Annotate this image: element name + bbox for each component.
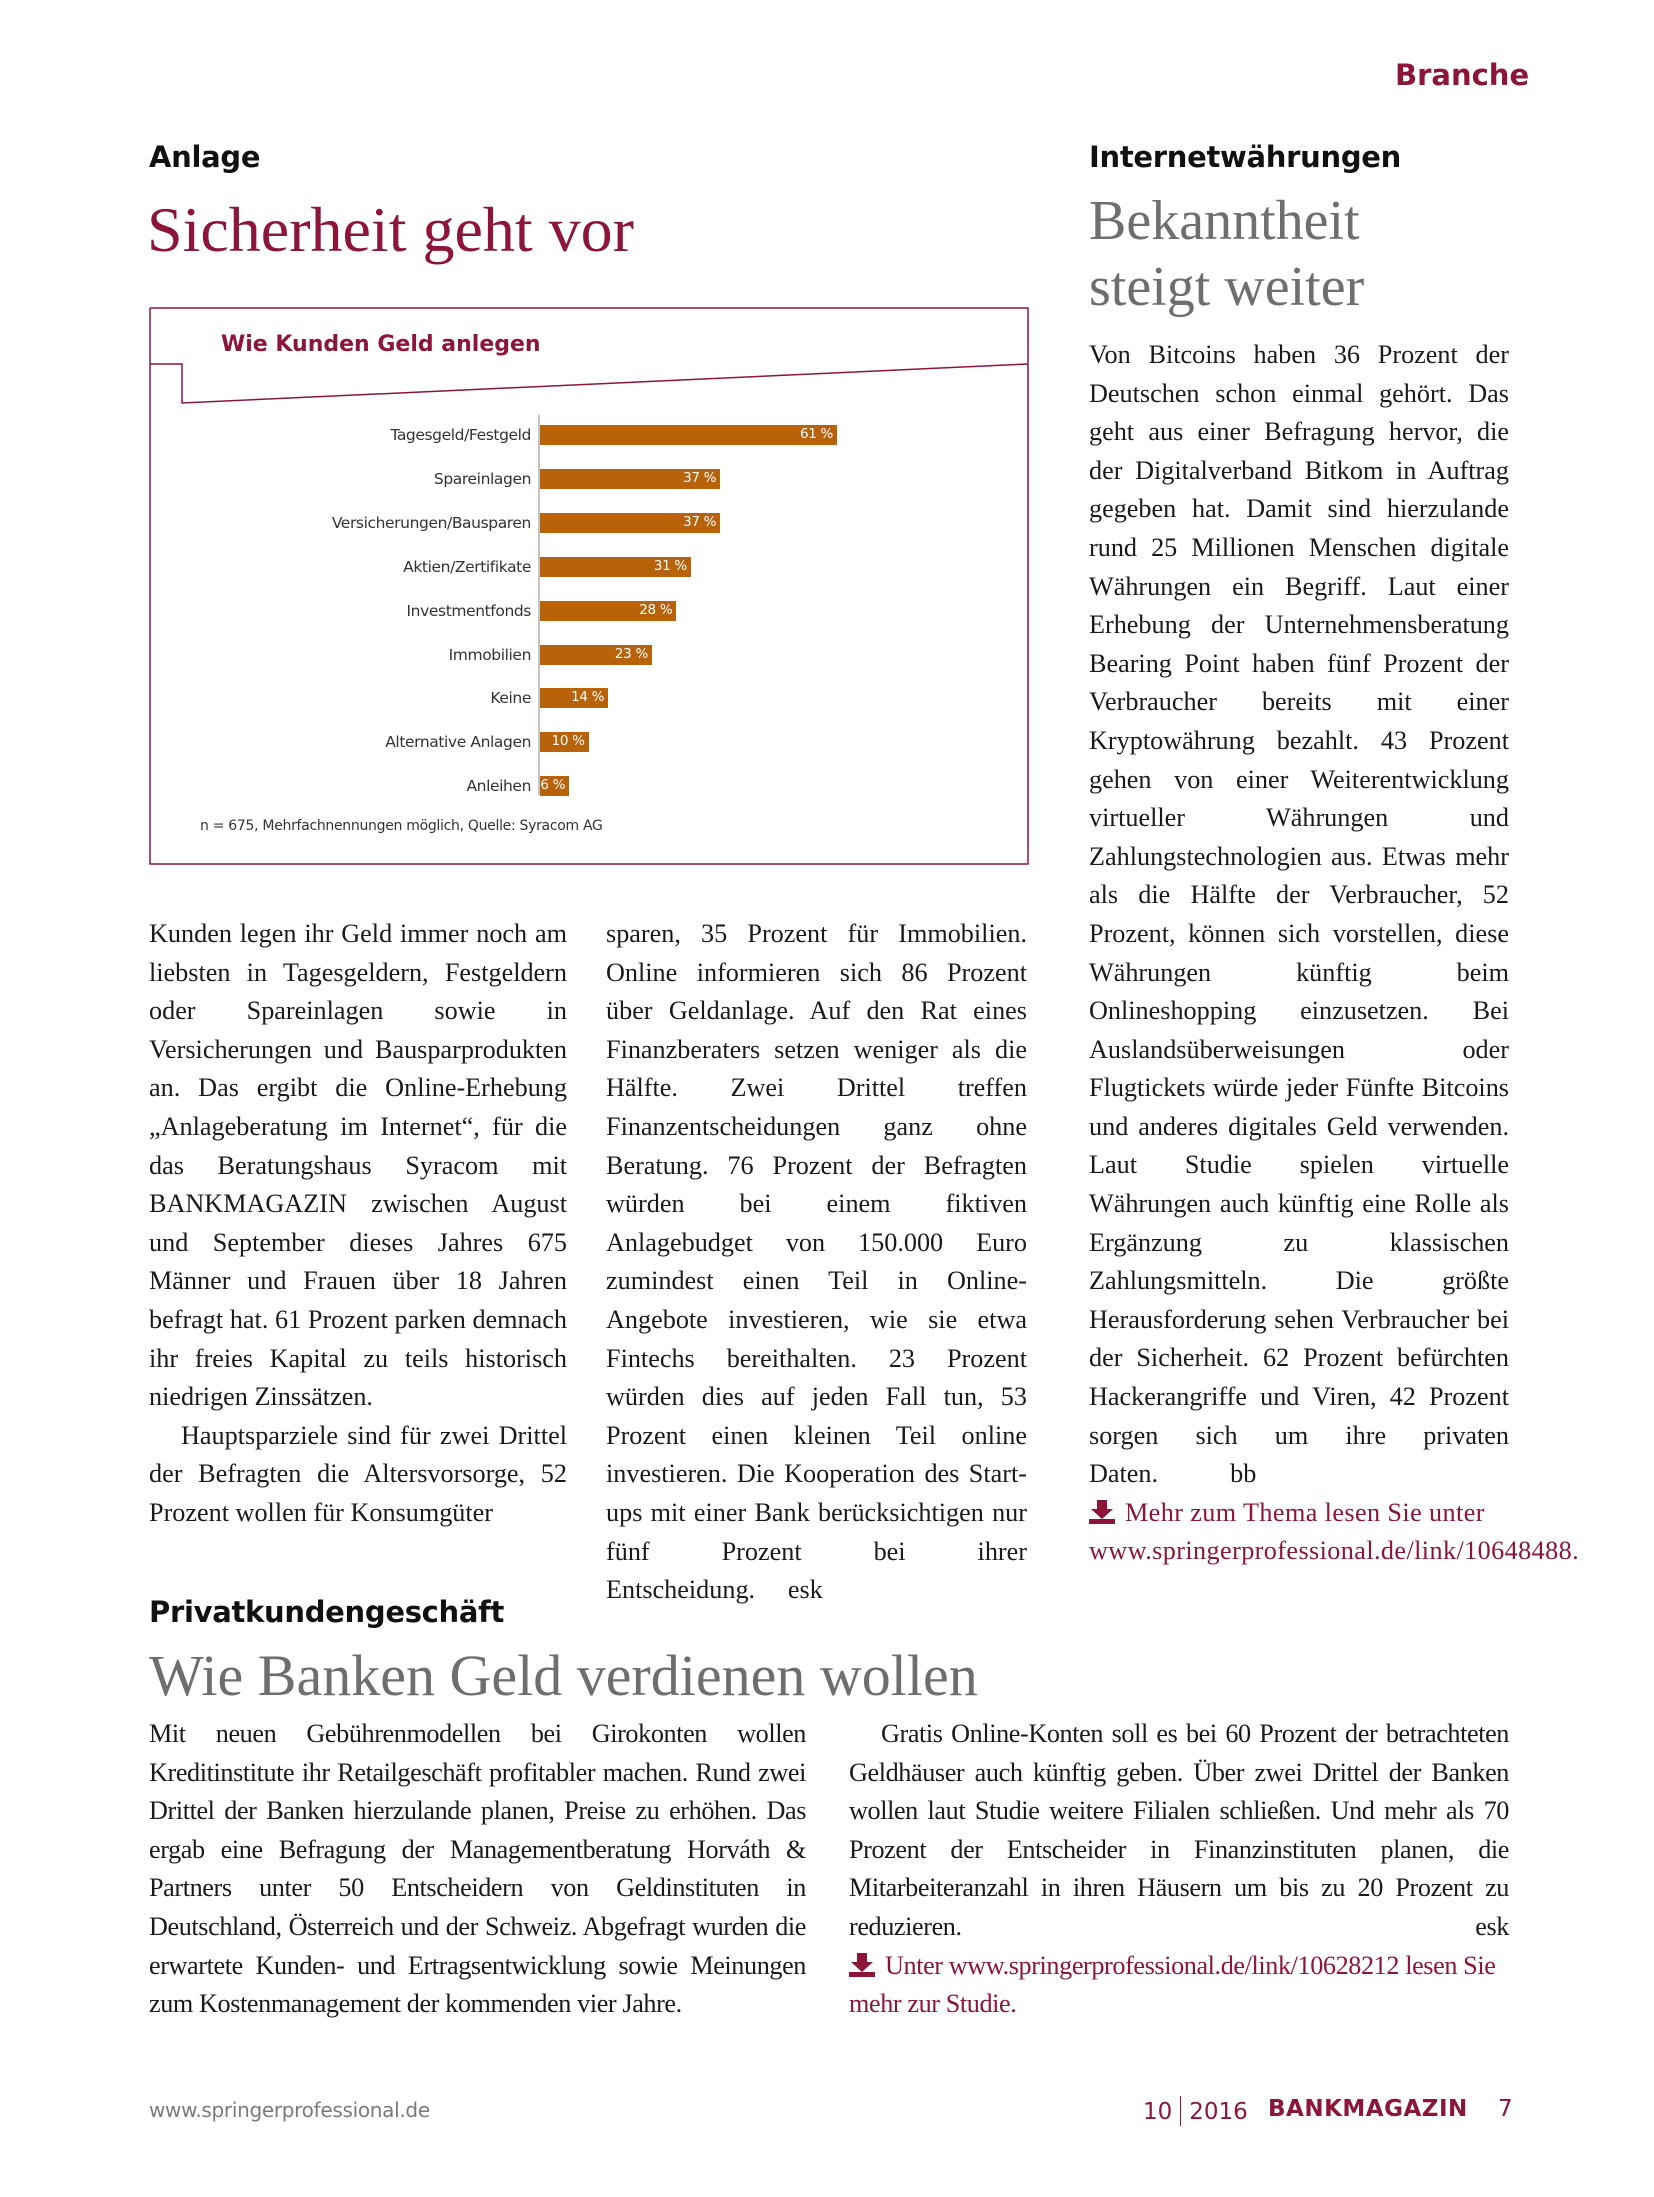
chart-value-label: 61 % xyxy=(799,426,834,442)
chart-value-label: 37 % xyxy=(683,469,717,486)
chart-category-label: Tagesgeld/Festgeld xyxy=(390,426,531,444)
chart-category-label: Spareinlagen xyxy=(433,469,531,488)
article-internet-body xyxy=(1089,336,1580,1571)
article-anlage-col1 xyxy=(149,915,567,1533)
footer-issue: 10 2016 xyxy=(1143,2096,1248,2126)
chart-category-label: Immobilien xyxy=(448,645,531,664)
footer-magazine: BANKMAGAZIN xyxy=(1268,2096,1468,2122)
study-link[interactable]: Unter www.springerprofessional.de/link/10628212 lesen Sie mehr zur Studie. xyxy=(849,1950,1496,2019)
article-kicker-internet: Internetwährungen xyxy=(1089,140,1402,174)
chart-category-label: Investmentfonds xyxy=(406,601,531,620)
paragraph: Von Bitcoins haben 36 Prozent der Deutschen schon einmal gehört. Das geht aus einer Befragung hervor, die der Digitalverband Bitkom in Auftrag gegeben hat. Damit sind hierzulande rund 25 Millionen Menschen digitale Währungen ein Begriff. Laut einer Erhebung der Unternehmensberatung Bearing Point haben fünf Prozent der Verbraucher bereits mit einer Kryptowährung bezahlt. 43 Prozent gehen von einer Weiterentwicklung virtueller Währungen und Zahlungstechnologien aus. Etwas mehr als die Hälfte der Verbraucher, 52 Prozent, können sich vorstellen, diese Währungen künftig beim Onlineshopping einzusetzen. Bei Auslandsüberweisungen oder Flugtickets würde jeder Fünfte Bitcoins und anderes digitales Geld verwenden. Laut Studie spielen virtuelle Währungen auch künftig eine Rolle als Ergänzung zu klassischen Zahlungsmitteln. Die größte Herausforderung sehen Verbraucher bei der Sicherheit. 62 Prozent befürchten Hackerangriffe und Viren, 42 Prozent sorgen sich um ihre privaten Daten. bb xyxy=(1089,340,1509,1489)
chart-category-label: Anleihen xyxy=(466,777,531,796)
chart-category-label: Alternative Anlagen xyxy=(385,733,531,752)
author-initials: esk xyxy=(1475,1911,1509,1941)
article-privat-col1 xyxy=(149,1715,806,2024)
chart-value-label: 37 % xyxy=(683,513,717,530)
chart-category-label: Versicherungen/Bausparen xyxy=(331,513,531,532)
chart-category-label: Keine xyxy=(490,689,531,708)
more-info-link[interactable]: Mehr zum Thema lesen Sie unter www.springerprofessional.de/link/10648488. xyxy=(1089,1497,1580,1566)
author-initials: esk xyxy=(787,1575,823,1605)
chart-category-label: Aktien/Zertifikate xyxy=(403,557,531,576)
chart-value-label: 10 % xyxy=(551,733,585,750)
download-arrow-icon xyxy=(849,1953,875,1977)
chart-note: n = 675, Mehrfachnennungen möglich, Quelle: Syracom AG xyxy=(200,818,603,834)
footer-divider xyxy=(1180,2096,1181,2126)
chart-value-label: 14 % xyxy=(571,689,605,706)
paragraph: Hauptsparziele sind für zwei Drittel der Befragten die Altersvorsorge, 52 Prozent wollen für Konsumgüter xyxy=(149,1420,567,1527)
chart-value-label: 6 % xyxy=(540,777,566,794)
article-privat-col2 xyxy=(849,1715,1509,2024)
footer-page-number: 7 xyxy=(1498,2096,1513,2122)
article-headline-privat: Wie Banken Geld verdienen wollen xyxy=(149,1643,978,1708)
article-headline-anlage: Sicherheit geht vor xyxy=(147,194,634,265)
paragraph: Kunden legen ihr Geld immer noch am liebsten in Tagesgeldern, Festgeldern oder Spareinlagen sowie in Versicherungen und Bausparprodukten an. Das ergibt die Online-Erhebung „Anlageberatung im Internet“, für die das Beratungshaus Syracom mit BANKMAGAZIN zwischen August und September dieses Jahres 675 Männer und Frauen über 18 Jahren befragt hat. 61 Prozent parken demnach ihr freies Kapital zu teils historisch niedrigen Zinssätzen. xyxy=(149,919,567,1412)
paragraph: Mit neuen Gebührenmodellen bei Girokonten wollen Kreditinstitute ihr Retailgeschäft profitabler machen. Rund zwei Drittel der Banken hierzulande planen, Preise zu erhöhen. Das ergab eine Befragung der Managementberatung Horváth & Partners unter 50 Entscheidern von Geldinstituten in Deutschland, Österreich und der Schweiz. Abgefragt wurden die erwartete Kunden- und Ertragsentwicklung sowie Meinungen zum Kostenmanagement der kommenden vier Jahre. xyxy=(149,1719,806,2019)
footer-url[interactable]: www.springerprofessional.de xyxy=(149,2098,430,2122)
author-initials: bb xyxy=(1230,1459,1257,1489)
chart-value-label: 23 % xyxy=(614,645,648,662)
chart-value-label: 31 % xyxy=(653,557,687,574)
chart-value-label: 28 % xyxy=(639,601,673,618)
paragraph: Gratis Online-Konten soll es bei 60 Prozent der betrachteten Geldhäuser auch künftig geben. Über zwei Drittel der Banken wollen laut Studie weitere Filialen schließen. Und mehr als 70 Prozent der Entscheider in Finanzinstituten planen, die Mitarbeiteranzahl in ihren Häusern um bis zu 20 Prozent zu reduzieren. esk xyxy=(849,1715,1509,1947)
chart-header-line xyxy=(150,364,1028,403)
paragraph: sparen, 35 Prozent für Immobilien. Online informieren sich 86 Prozent über Geldanlage. Auf den Rat eines Finanzberaters setzen weniger als die Hälfte. Zwei Drittel treffen Finanzentscheidungen ganz ohne Beratung. 76 Prozent der Befragten würden bei einem fiktiven Anlagebudget von 150.000 Euro zumindest einen Teil in Online-Angebote investieren, wie sie etwa Fintechs bereithalten. 23 Prozent würden dies auf jeden Fall tun, 53 Prozent einen kleinen Teil online investieren. Die Kooperation des Start-ups mit einer Bank berücksichtigen nur fünf Prozent bei ihrer Entscheidung. esk xyxy=(606,919,1027,1605)
download-arrow-icon xyxy=(1089,1500,1115,1524)
article-kicker-anlage: Anlage xyxy=(149,140,261,174)
section-tag: Branche xyxy=(1395,58,1530,92)
article-anlage-col2 xyxy=(606,915,1027,1610)
article-headline-internet: Bekanntheit steigt weiter xyxy=(1089,190,1365,318)
chart-title: Wie Kunden Geld anlegen xyxy=(221,332,541,357)
article-kicker-privat: Privatkundengeschäft xyxy=(149,1595,505,1629)
